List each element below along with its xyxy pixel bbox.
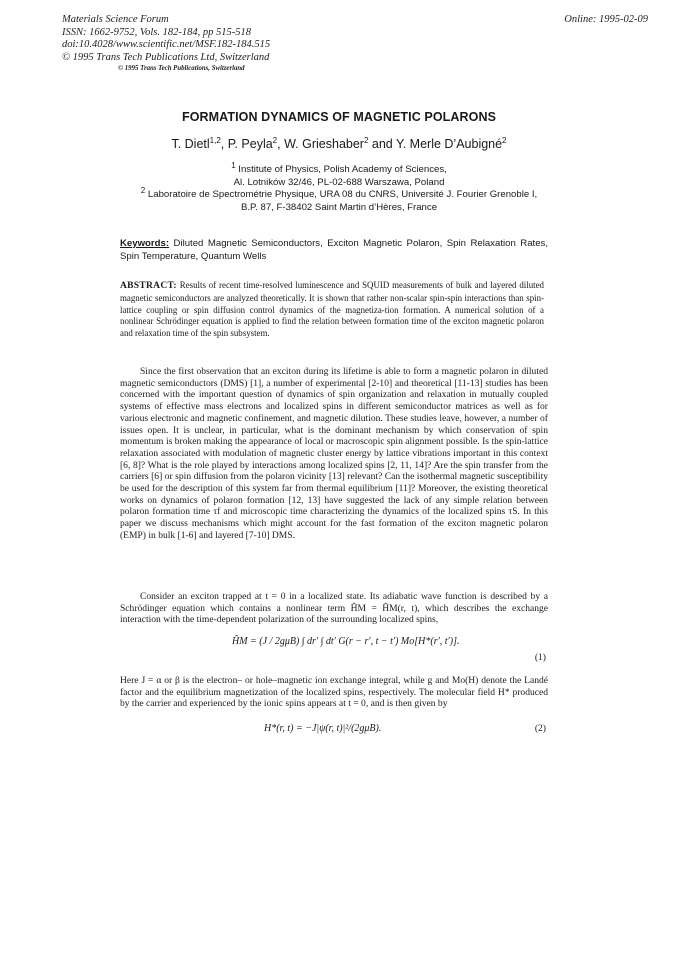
author-2: , P. Peyla <box>220 137 273 152</box>
author-4-sup: 2 <box>502 136 507 145</box>
author-3: , W. Grieshaber <box>277 137 364 152</box>
affiliation-1-line-1: Institute of Physics, Polish Academy of Sciences, <box>235 164 447 176</box>
equation-2-number: (2) <box>534 723 546 734</box>
author-list <box>0 136 678 151</box>
issn-line: ISSN: 1662-9752, Vols. 182-184, pp 515-518 <box>62 26 251 38</box>
equation-1-number: (1) <box>534 652 546 663</box>
body-paragraph-1: Since the first observation that an exciton during its lifetime is able to form a magnetic polaron in diluted magnetic semiconductors (DMS) [1], a number of experimental [2-10] and theoretical [11-13] studies has been concerned with the important question of dynamics of spin organization and relaxation in mutually coupled systems of effective mass electrons and localized spins in different semiconductor matrices as well as for various electronic and magnetic confinement, and magnetic dilution. These studies leave, however, a number of issues open. It is unclear, in particular, what is the dominant mechanism by which conservation of spin momentum is broken making the appearance of local or macroscopic spin alignment possible. Is the spin-lattice relaxation associated with modulation of magnetic cluster energy by lattice vibrations important in this context [6, 8]? What is the role played by interactions among localized spins [2, 11, 14]? Are the spin transfer from the carriers [6] or spin diffusion from the polaron vicinity [13] relevant? Can the isothermal magnetic susceptibility be used for the description of this system far from thermal equilibrium [11]? Moreover, the existing theoretical works on dynamics of polaron formation [12, 13] have suggested the lack of any simple relation between polaron formation time τf and microscopic time characterizing the dynamics of the localized spins τS. In this paper we discuss mechanisms which might account for the fast formation of the exciton magnetic polaron (EMP) in bulk [1-6] and layered [7-10] DMS. <box>120 366 548 541</box>
author-1: T. Dietl <box>171 137 210 152</box>
equation-2: H*(r, t) = −J|ψ(r, t)|²/(2gμB). <box>264 723 382 734</box>
abstract-label: ABSTRACT: <box>120 281 177 291</box>
journal-name: Materials Science Forum <box>62 14 169 25</box>
affiliation-2 <box>0 185 678 214</box>
keywords-label: Keywords: <box>120 238 170 249</box>
journal-header <box>62 14 270 74</box>
keywords-text: Diluted Magnetic Semiconductors, Exciton Magnetic Polaron, Spin Relaxation Rates, Spin Temperature, Quantum Wells <box>120 238 548 262</box>
affiliation-1-line-2: Al. Lotników 32/46, PL-02-688 Warszawa, Poland <box>233 176 445 188</box>
author-1-sup: 1,2 <box>209 136 221 145</box>
body-paragraph-2: Consider an exciton trapped at t = 0 in a localized state. Its adiabatic wave function is described by a Schrödinger equation which contains a nonlinear term ĤM = ĤM(r, t), which describes the exchange interaction with the time-dependent polarization of the surrounding localized spins, <box>120 591 548 626</box>
abstract-text: Results of recent time-resolved luminescence and SQUID measurements of bulk and layered diluted magnetic semiconductors are analyzed theoretically. It is shown that rather non-scalar spin-spin interactions than spin-lattice coupling or spin diffusion control dynamics of the magnetiza-tion formation. A numerical solution of a nonlinear Schrödinger equation is applied to find the relation between formation time of the exciton magnetic polaron and relaxation time of the spin subsystem. <box>120 280 544 339</box>
online-date: Online: 1995-02-09 <box>564 14 648 25</box>
author-2-sup: 2 <box>272 136 278 145</box>
body-paragraph-3: Here J = α or β is the electron– or hole–magnetic ion exchange integral, while g and Mo(H) denote the Landé factor and the equilibrium magnetization of the localized spins, respectively. The molecular field H* produced by the carrier and experienced by the ionic spins appears at t = 0, and is then given by <box>120 675 548 710</box>
abstract <box>120 280 544 340</box>
affiliation-2-line-2: B.P. 87, F-38402 Saint Martin d’Hères, France <box>240 201 438 213</box>
author-4: and Y. Merle D’Aubigné <box>368 137 503 152</box>
doi-line[interactable]: doi:10.4028/www.scientific.net/MSF.182-184.515 <box>62 39 271 50</box>
keywords <box>120 238 548 263</box>
affiliation-1-sup: 1 <box>231 161 236 170</box>
affiliation-2-sup: 2 <box>140 186 146 195</box>
copyright-line: © 1995 Trans Tech Publications Ltd, Switzerland <box>62 51 270 63</box>
equation-1: ĤM = (J / 2gμB) ∫ dr′ ∫ dt′ G(r − r′, t − t′) Mo[H*(r′, t′)]. <box>232 636 460 647</box>
author-3-sup: 2 <box>363 136 369 145</box>
copyright-line-2: © 1995 Trans Tech Publications, Switzerland <box>118 65 245 72</box>
paper-title: FORMATION DYNAMICS OF MAGNETIC POLARONS <box>181 110 497 124</box>
affiliation-2-line-1: Laboratoire de Spectrométrie Physique, URA 08 du CNRS, Université J. Fourier Grenoble I, <box>145 189 538 201</box>
